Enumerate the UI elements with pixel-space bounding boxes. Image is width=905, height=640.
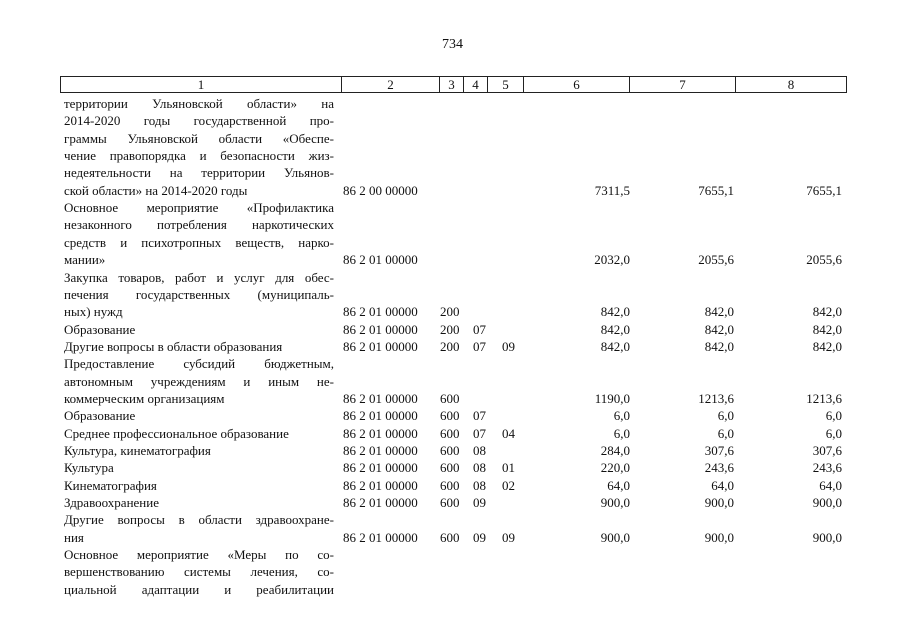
table-row bbox=[0, 199, 905, 216]
row-expense-type: 600 bbox=[440, 495, 460, 511]
page-number: 734 bbox=[442, 37, 463, 52]
row-expense-type: 600 bbox=[440, 477, 460, 493]
row-description: Предоставление субсидий бюджетным, bbox=[64, 356, 334, 372]
row-value-col8: 842,0 bbox=[812, 338, 842, 354]
header-col-5: 5 bbox=[488, 77, 524, 92]
row-description: циальной адаптации и реабилитации bbox=[64, 581, 334, 597]
table-row bbox=[0, 216, 905, 233]
row-target-code: 86 2 01 00000 bbox=[343, 460, 418, 476]
row-value-col6: 842,0 bbox=[600, 338, 630, 354]
row-description: незаконного потребления наркотических bbox=[64, 217, 334, 233]
row-value-col7: 6,0 bbox=[717, 425, 734, 441]
row-description: граммы Ульяновской области «Обеспе- bbox=[64, 130, 334, 146]
header-col-7: 7 bbox=[630, 77, 736, 92]
table-row bbox=[0, 303, 905, 320]
row-section: 07 bbox=[473, 408, 486, 424]
table-row bbox=[0, 563, 905, 580]
table-row bbox=[0, 338, 905, 355]
header-col-2: 2 bbox=[342, 77, 440, 92]
row-description: Образование bbox=[64, 408, 136, 424]
header-col-4: 4 bbox=[464, 77, 488, 92]
row-expense-type: 200 bbox=[440, 321, 460, 337]
row-target-code: 86 2 01 00000 bbox=[343, 477, 418, 493]
row-description: Другие вопросы в области образования bbox=[64, 338, 283, 354]
row-description: Здравоохранение bbox=[64, 495, 159, 511]
table-row bbox=[0, 147, 905, 164]
row-target-code: 86 2 01 00000 bbox=[343, 529, 418, 545]
row-value-col6: 7311,5 bbox=[594, 182, 630, 198]
row-value-col7: 842,0 bbox=[704, 304, 734, 320]
header-col-1: 1 bbox=[61, 77, 342, 92]
row-description: чение правопорядка и безопасности жиз- bbox=[64, 148, 334, 164]
table-row bbox=[0, 546, 905, 563]
row-value-col8: 307,6 bbox=[812, 443, 842, 458]
table-row bbox=[0, 321, 905, 338]
row-value-col7: 900,0 bbox=[704, 495, 734, 511]
row-target-code: 86 2 01 00000 bbox=[343, 390, 418, 406]
table-row bbox=[0, 529, 905, 546]
row-value-col8: 7655,1 bbox=[806, 182, 842, 198]
table-row bbox=[0, 269, 905, 286]
row-description: ния bbox=[64, 529, 84, 545]
row-value-col8: 842,0 bbox=[812, 304, 842, 320]
table-row bbox=[0, 355, 905, 372]
row-description: Основное мероприятие «Профилактика bbox=[64, 200, 334, 216]
row-section: 07 bbox=[473, 338, 486, 354]
row-value-col8: 842,0 bbox=[812, 321, 842, 337]
row-description: автономным учреждениям и иным не- bbox=[64, 373, 334, 389]
row-value-col7: 842,0 bbox=[704, 321, 734, 337]
row-value-col6: 64,0 bbox=[607, 477, 630, 493]
row-value-col7: 2055,6 bbox=[698, 252, 734, 268]
row-description: Кинематография bbox=[64, 477, 157, 493]
header-col-8: 8 bbox=[787, 77, 795, 92]
row-value-col8: 6,0 bbox=[825, 408, 842, 424]
row-description: мании» bbox=[64, 252, 106, 268]
row-section: 07 bbox=[473, 321, 486, 337]
row-target-code: 86 2 01 00000 bbox=[343, 495, 418, 511]
row-value-col8: 900,0 bbox=[812, 495, 842, 511]
row-section: 09 bbox=[473, 495, 486, 511]
table-row bbox=[0, 511, 905, 528]
row-value-col8: 64,0 bbox=[819, 477, 842, 493]
row-value-col7: 842,0 bbox=[704, 338, 734, 354]
row-subsection: 09 bbox=[502, 529, 515, 545]
header-col-3: 3 bbox=[440, 77, 464, 92]
row-description: недеятельности на территории Ульянов- bbox=[64, 165, 334, 181]
table-row bbox=[0, 390, 905, 407]
row-value-col7: 1213,6 bbox=[698, 390, 734, 406]
row-value-col6: 900,0 bbox=[600, 529, 630, 545]
row-value-col7: 307,6 bbox=[704, 443, 734, 458]
row-value-col6: 2032,0 bbox=[594, 252, 630, 268]
table-row bbox=[0, 425, 905, 442]
row-target-code: 86 2 01 00000 bbox=[343, 443, 418, 458]
row-value-col6: 6,0 bbox=[613, 425, 630, 441]
row-expense-type: 200 bbox=[440, 338, 460, 354]
row-description: коммерческим организациям bbox=[64, 390, 225, 406]
row-value-col7: 6,0 bbox=[717, 408, 734, 424]
table-row bbox=[0, 477, 905, 494]
row-section: 07 bbox=[473, 425, 486, 441]
table-row bbox=[0, 407, 905, 424]
table-row bbox=[0, 164, 905, 181]
row-section: 09 bbox=[473, 529, 486, 545]
row-value-col7: 243,6 bbox=[704, 460, 734, 476]
table-row bbox=[0, 373, 905, 390]
row-description: Закупка товаров, работ и услуг для обес- bbox=[64, 269, 334, 285]
table-row bbox=[0, 286, 905, 303]
row-value-col6: 842,0 bbox=[600, 304, 630, 320]
row-value-col8: 243,6 bbox=[812, 460, 842, 476]
row-target-code: 86 2 00 00000 bbox=[343, 182, 418, 198]
row-expense-type: 600 bbox=[440, 408, 460, 424]
table-row bbox=[0, 182, 905, 199]
table-row bbox=[0, 459, 905, 476]
table-row bbox=[0, 581, 905, 598]
row-value-col7: 7655,1 bbox=[698, 182, 734, 198]
table-row bbox=[0, 442, 905, 459]
row-description: Основное мероприятие «Меры по со- bbox=[64, 547, 334, 563]
row-subsection: 01 bbox=[502, 460, 515, 476]
row-value-col6: 284,0 bbox=[600, 443, 630, 458]
row-description: средств и психотропных веществ, нарко- bbox=[64, 234, 334, 250]
row-target-code: 86 2 01 00000 bbox=[343, 338, 418, 354]
row-section: 08 bbox=[473, 443, 486, 458]
row-description: Другие вопросы в области здравоохране- bbox=[64, 512, 334, 528]
row-value-col8: 900,0 bbox=[812, 529, 842, 545]
row-expense-type: 600 bbox=[440, 425, 460, 441]
row-description: ской области» на 2014-2020 годы bbox=[64, 182, 248, 198]
table-row bbox=[0, 112, 905, 129]
row-expense-type: 600 bbox=[440, 460, 460, 476]
row-description: печения государственных (муниципаль- bbox=[64, 286, 334, 302]
row-description: вершенствованию системы лечения, со- bbox=[64, 564, 334, 580]
row-expense-type: 600 bbox=[440, 529, 460, 545]
row-value-col6: 900,0 bbox=[600, 495, 630, 511]
table-row bbox=[0, 251, 905, 268]
row-description: Культура, кинематография bbox=[64, 443, 211, 458]
row-expense-type: 600 bbox=[440, 390, 460, 406]
table-row bbox=[0, 494, 905, 511]
row-value-col6: 6,0 bbox=[613, 408, 630, 424]
row-target-code: 86 2 01 00000 bbox=[343, 304, 418, 320]
row-target-code: 86 2 01 00000 bbox=[343, 321, 418, 337]
table-header bbox=[60, 76, 847, 93]
row-description: Среднее профессиональное образование bbox=[64, 425, 289, 441]
row-target-code: 86 2 01 00000 bbox=[343, 425, 418, 441]
table-row bbox=[0, 95, 905, 112]
row-value-col6: 220,0 bbox=[600, 460, 630, 476]
row-description: 2014-2020 годы государственной про- bbox=[64, 113, 334, 129]
header-col-6: 6 bbox=[524, 77, 630, 92]
row-section: 08 bbox=[473, 460, 486, 476]
row-subsection: 04 bbox=[502, 425, 515, 441]
row-description: территории Ульяновской области» на bbox=[64, 96, 334, 111]
row-description: Образование bbox=[64, 321, 136, 337]
row-expense-type: 600 bbox=[440, 443, 460, 458]
row-value-col8: 2055,6 bbox=[806, 252, 842, 268]
row-value-col7: 64,0 bbox=[711, 477, 734, 493]
row-description: Культура bbox=[64, 460, 114, 476]
row-target-code: 86 2 01 00000 bbox=[343, 408, 418, 424]
row-subsection: 02 bbox=[502, 477, 515, 493]
row-value-col8: 6,0 bbox=[825, 425, 842, 441]
row-value-col6: 842,0 bbox=[600, 321, 630, 337]
table-row bbox=[0, 234, 905, 251]
row-description: ных) нужд bbox=[64, 304, 123, 320]
row-value-col8: 1213,6 bbox=[806, 390, 842, 406]
row-expense-type: 200 bbox=[440, 304, 460, 320]
row-value-col6: 1190,0 bbox=[594, 390, 630, 406]
row-subsection: 09 bbox=[502, 338, 515, 354]
table-row bbox=[0, 130, 905, 147]
row-value-col7: 900,0 bbox=[704, 529, 734, 545]
row-section: 08 bbox=[473, 477, 486, 493]
row-target-code: 86 2 01 00000 bbox=[343, 252, 418, 268]
